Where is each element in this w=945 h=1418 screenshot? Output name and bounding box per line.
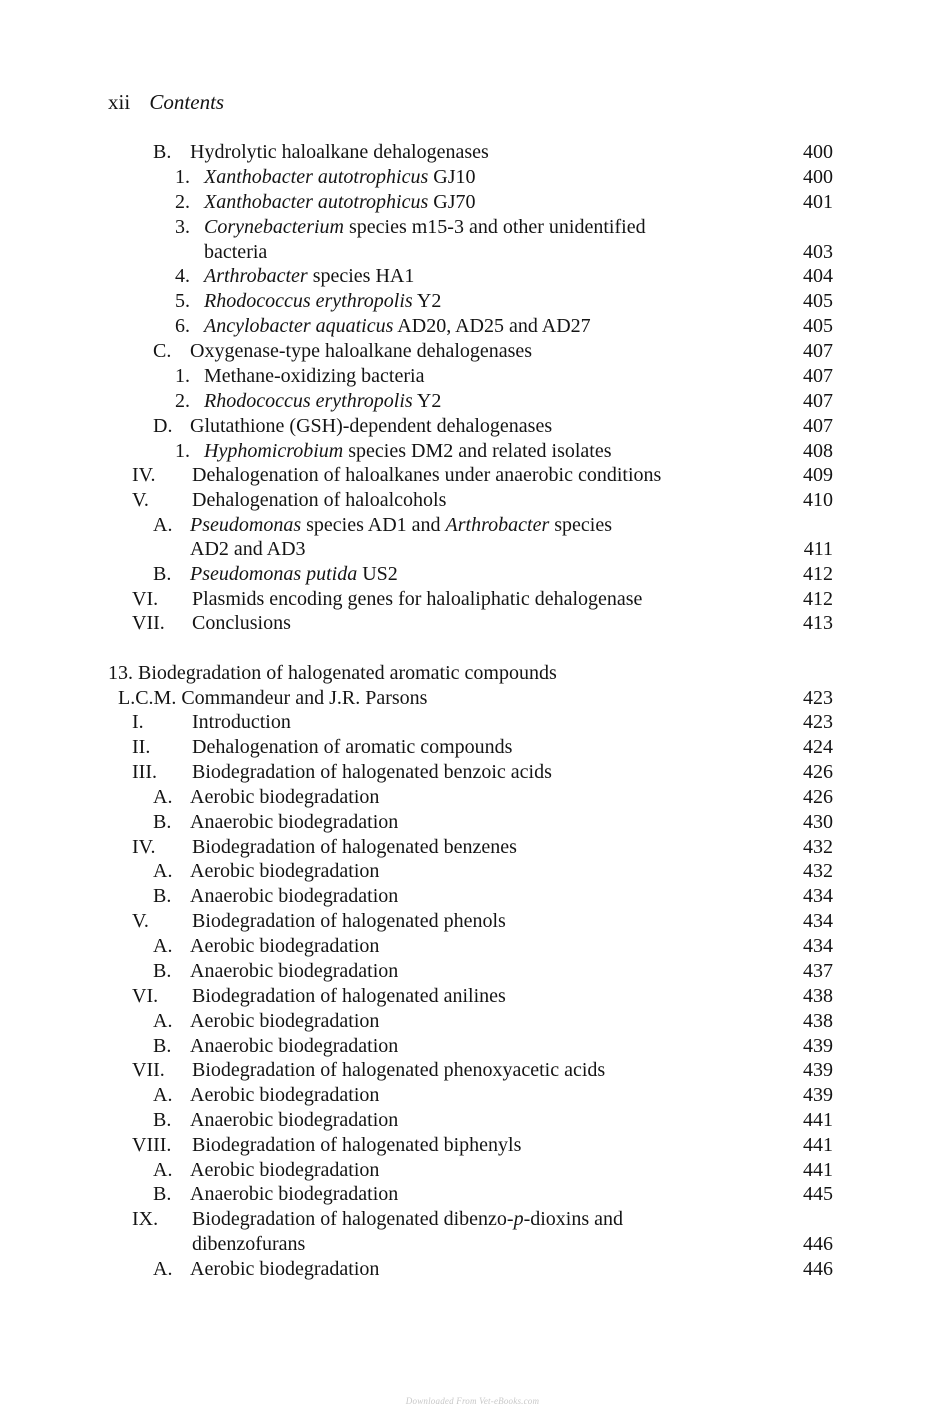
toc-entry <box>0 389 945 414</box>
toc-title-segment: Biodegradation of halogenated phenols <box>192 910 506 932</box>
toc-entry-number: IV. <box>132 464 156 486</box>
toc-title-segment: Biodegradation of halogenated anilines <box>192 985 506 1007</box>
toc-entry-title <box>192 1133 521 1158</box>
toc-entry-number: V. <box>132 489 149 511</box>
toc-entry-page-number: 438 <box>803 985 833 1007</box>
toc-entry-number: A. <box>153 1010 173 1032</box>
toc-title-segment: Dehalogenation of haloalkanes under anaerobic conditions <box>192 464 662 486</box>
toc-entry <box>0 587 945 612</box>
toc-title-segment: Y2 <box>412 290 442 312</box>
toc-title-segment: species m15-3 and other unidentified <box>343 216 646 238</box>
toc-entry-number: 1. <box>175 166 190 188</box>
toc-entry-title <box>190 859 379 884</box>
toc-title-segment: Anaerobic biodegradation <box>190 811 399 833</box>
toc-entry <box>0 1182 945 1207</box>
toc-entry-number: A. <box>153 1258 173 1280</box>
toc-entry <box>0 686 945 711</box>
toc-entry-title <box>190 1108 398 1133</box>
toc-entry-page-number: 404 <box>803 265 833 287</box>
toc-entry-title <box>204 439 612 464</box>
toc-entry-page-number: 434 <box>803 910 833 932</box>
toc-title-segment: Biodegradation of halogenated dibenzo- <box>192 1208 514 1230</box>
toc-title-segment: 13. Biodegradation of halogenated aromatic compounds <box>108 662 557 684</box>
toc-entry-number: B. <box>153 1183 172 1205</box>
toc-entry <box>0 785 945 810</box>
toc-title-segment: -dioxins and <box>523 1208 623 1230</box>
toc-entry-page-number: 409 <box>803 464 833 486</box>
toc-entry <box>0 1083 945 1108</box>
toc-title-segment: Aerobic biodegradation <box>190 1010 380 1032</box>
toc-entry-title <box>204 165 475 190</box>
toc-entry-title <box>118 686 427 711</box>
toc-entry-page-number: 432 <box>803 860 833 882</box>
toc-title-segment: Aerobic biodegradation <box>190 1084 380 1106</box>
toc-title-segment: species <box>549 514 612 536</box>
toc-title-segment: Anaerobic biodegradation <box>190 1109 399 1131</box>
toc-entry <box>0 1133 945 1158</box>
toc-entry-number: C. <box>153 340 172 362</box>
toc-entry <box>0 439 945 464</box>
toc-entry-number: 2. <box>175 390 190 412</box>
toc-title-segment: Arthrobacter <box>204 265 308 287</box>
toc-entry-page-number: 400 <box>803 166 833 188</box>
toc-entry-number: B. <box>153 811 172 833</box>
toc-title-segment: Corynebacterium <box>204 216 344 238</box>
toc-entry <box>0 959 945 984</box>
toc-entry <box>0 488 945 513</box>
toc-entry-title <box>192 1207 623 1232</box>
toc-entry-number: III. <box>132 761 157 783</box>
toc-entry-number: A. <box>153 935 173 957</box>
toc-entry-page-number: 437 <box>803 960 833 982</box>
toc-title-segment: Plasmids encoding genes for haloaliphatic dehalogenase <box>192 588 643 610</box>
toc-entry-number: A. <box>153 860 173 882</box>
toc-entry <box>0 1009 945 1034</box>
toc-title-segment: Anaerobic biodegradation <box>190 960 399 982</box>
toc-title-segment: GJ70 <box>428 191 476 213</box>
toc-entry <box>0 215 945 240</box>
toc-entry-title <box>190 884 398 909</box>
toc-entry <box>0 289 945 314</box>
toc-entry-title <box>190 934 379 959</box>
toc-entry-title <box>190 562 398 587</box>
toc-entry-number: 1. <box>175 440 190 462</box>
toc-entry-number: 3. <box>175 216 190 238</box>
toc-entry-title <box>204 215 646 240</box>
toc-entry <box>0 984 945 1009</box>
toc-entry-page-number: 441 <box>803 1109 833 1131</box>
toc-entry-title <box>190 339 532 364</box>
toc-entry-number: 5. <box>175 290 190 312</box>
toc-entry-page-number: 441 <box>803 1159 833 1181</box>
toc-entry-page-number: 426 <box>803 786 833 808</box>
toc-entry-title <box>204 389 441 414</box>
toc-title-segment: AD20, AD25 and AD27 <box>393 315 591 337</box>
toc-entry-number: A. <box>153 1159 173 1181</box>
toc-entry-number: B. <box>153 1109 172 1131</box>
toc-title-segment: Aerobic biodegradation <box>190 786 380 808</box>
toc-entry-page-number: 434 <box>803 885 833 907</box>
toc-entry-page-number: 430 <box>803 811 833 833</box>
toc-entry <box>0 165 945 190</box>
toc-entry <box>0 1232 945 1257</box>
toc-entry-number: A. <box>153 514 173 536</box>
toc-title-segment: p <box>513 1208 524 1230</box>
toc-entry <box>0 835 945 860</box>
toc-entry-title <box>190 810 398 835</box>
toc-title-segment: Anaerobic biodegradation <box>190 885 399 907</box>
toc-title-segment: bacteria <box>204 241 268 263</box>
toc-entry-page-number: 412 <box>803 588 833 610</box>
toc-entry-title <box>190 140 489 165</box>
toc-entry <box>0 140 945 165</box>
toc-entry-number: VIII. <box>132 1134 172 1156</box>
toc-entry-title <box>204 264 414 289</box>
toc-entry-page-number: 400 <box>803 141 833 163</box>
toc-entry-page-number: 405 <box>803 290 833 312</box>
toc-entry-number: 1. <box>175 365 190 387</box>
toc-entry <box>0 884 945 909</box>
toc-entry-title <box>204 314 591 339</box>
toc-entry-number: 2. <box>175 191 190 213</box>
toc-entry-page-number: 426 <box>803 761 833 783</box>
toc-entry <box>0 1108 945 1133</box>
toc-title-segment: Aerobic biodegradation <box>190 1159 380 1181</box>
toc-entry <box>0 909 945 934</box>
toc-entry-number: IV. <box>132 836 156 858</box>
toc-entry <box>0 710 945 735</box>
toc-title-segment: GJ10 <box>428 166 476 188</box>
toc-title-segment: Biodegradation of halogenated benzenes <box>192 836 517 858</box>
toc-entry-page-number: 439 <box>803 1035 833 1057</box>
toc-entry <box>0 735 945 760</box>
toc-entry <box>0 562 945 587</box>
toc-entry-number: B. <box>153 1035 172 1057</box>
toc-entry-title <box>192 984 506 1009</box>
toc-title-segment: Introduction <box>192 711 291 733</box>
toc-entry-title <box>192 1058 605 1083</box>
toc-title-segment: Ancylobacter aquaticus <box>204 315 394 337</box>
toc-title-segment: Biodegradation of halogenated biphenyls <box>192 1134 522 1156</box>
toc-title-segment: Pseudomonas putida <box>190 563 358 585</box>
toc-title-segment: US2 <box>357 563 398 585</box>
toc-entry-title <box>192 488 446 513</box>
toc-entry-page-number: 403 <box>803 241 833 263</box>
header-title: Contents <box>149 90 225 114</box>
toc-entry-title <box>190 785 379 810</box>
toc-entry-page-number: 413 <box>803 612 833 634</box>
toc-entry-title <box>204 190 475 215</box>
toc-title-segment: Conclusions <box>192 612 291 634</box>
toc-title-segment: Biodegradation of halogenated phenoxyacetic acids <box>192 1059 606 1081</box>
toc-entry-title <box>192 463 661 488</box>
toc-entry <box>0 810 945 835</box>
toc-entry-title <box>190 959 398 984</box>
toc-entry-page-number: 439 <box>803 1059 833 1081</box>
toc-entry <box>0 414 945 439</box>
toc-entry-page-number: 446 <box>803 1258 833 1280</box>
toc-entry <box>0 314 945 339</box>
toc-entry-page-number: 410 <box>803 489 833 511</box>
toc-entry-page-number: 405 <box>803 315 833 337</box>
toc-entry-title <box>192 710 291 735</box>
toc-entry-page-number: 412 <box>803 563 833 585</box>
toc-entry-page-number: 407 <box>803 415 833 437</box>
toc-entry-title <box>192 909 506 934</box>
toc-title-segment: Glutathione (GSH)-dependent dehalogenases <box>190 415 553 437</box>
toc-entry <box>0 611 945 636</box>
toc-entry-number: II. <box>132 736 151 758</box>
toc-entry <box>0 1058 945 1083</box>
toc-entry-title <box>204 240 267 265</box>
toc-entry <box>0 661 945 686</box>
toc-entry-number: I. <box>132 711 144 733</box>
toc-entry <box>0 1207 945 1232</box>
toc-entry-number: A. <box>153 786 173 808</box>
toc-entry-number: 4. <box>175 265 190 287</box>
toc-entry <box>0 463 945 488</box>
toc-entry <box>0 364 945 389</box>
toc-entry <box>0 537 945 562</box>
toc-entry-page-number: 445 <box>803 1183 833 1205</box>
toc-entry-title <box>190 1083 379 1108</box>
toc-entry <box>0 934 945 959</box>
toc-title-segment: Dehalogenation of aromatic compounds <box>192 736 513 758</box>
toc-title-segment: species AD1 and <box>301 514 446 536</box>
footer-watermark: Downloaded From Vet-eBooks.com <box>405 1396 540 1406</box>
toc-entry-title <box>108 661 557 686</box>
toc-title-segment: Rhodococcus erythropolis <box>204 390 413 412</box>
toc-entry-number: VII. <box>132 1059 165 1081</box>
toc-entry-title <box>192 587 642 612</box>
toc-entry-number: IX. <box>132 1208 159 1230</box>
toc-entry-title <box>190 513 612 538</box>
toc-entry-number: VI. <box>132 588 159 610</box>
toc-entry-title <box>190 537 306 562</box>
toc-title-segment: Y2 <box>412 390 442 412</box>
toc-title-segment: Xanthobacter autotrophicus <box>204 191 429 213</box>
toc-entry <box>0 1034 945 1059</box>
toc-entry-page-number: 407 <box>803 340 833 362</box>
toc-entry-title <box>190 1034 398 1059</box>
toc-entry-page-number: 438 <box>803 1010 833 1032</box>
toc-entry-number: B. <box>153 563 172 585</box>
toc-title-segment: Pseudomonas <box>190 514 302 536</box>
toc-entry-number: 6. <box>175 315 190 337</box>
toc-entry-page-number: 434 <box>803 935 833 957</box>
header-page-number: xii <box>108 90 131 114</box>
toc-entry-page-number: 401 <box>803 191 833 213</box>
toc-title-segment: Aerobic biodegradation <box>190 1258 380 1280</box>
toc-entry-title <box>192 835 517 860</box>
toc-title-segment: Methane-oxidizing bacteria <box>204 365 425 387</box>
toc-entry <box>0 1257 945 1282</box>
toc-title-segment: AD2 and AD3 <box>190 538 306 560</box>
toc-entry-page-number: 423 <box>803 687 833 709</box>
toc-entry-title <box>204 364 424 389</box>
toc-entry-title <box>204 289 441 314</box>
toc-title-segment: Hyphomicrobium <box>204 440 344 462</box>
toc-entry-page-number: 407 <box>803 390 833 412</box>
toc-entry-number: VII. <box>132 612 165 634</box>
toc-entry-title <box>190 1158 379 1183</box>
toc-title-segment: Aerobic biodegradation <box>190 860 380 882</box>
toc-title-segment: Arthrobacter <box>445 514 550 536</box>
toc-title-segment: dibenzofurans <box>192 1233 306 1255</box>
toc-title-segment: Dehalogenation of haloalcohols <box>192 489 447 511</box>
toc-title-segment: Xanthobacter autotrophicus <box>204 166 429 188</box>
toc-title-segment: species HA1 <box>307 265 415 287</box>
toc-title-segment: Biodegradation of halogenated benzoic acids <box>192 761 552 783</box>
toc-entry-page-number: 432 <box>803 836 833 858</box>
toc-entry <box>0 190 945 215</box>
toc-entry-page-number: 408 <box>803 440 833 462</box>
toc-entry-number: V. <box>132 910 149 932</box>
toc-entry-page-number: 407 <box>803 365 833 387</box>
toc-entry-number: A. <box>153 1084 173 1106</box>
toc-entry-page-number: 439 <box>803 1084 833 1106</box>
toc-title-segment: Anaerobic biodegradation <box>190 1183 399 1205</box>
toc-entry-title <box>192 611 291 636</box>
toc-entry <box>0 240 945 265</box>
toc-entry <box>0 859 945 884</box>
toc-entry-page-number: 441 <box>803 1134 833 1156</box>
toc-entry-page-number: 424 <box>803 736 833 758</box>
toc-entry-number: VI. <box>132 985 159 1007</box>
toc-entry-number: B. <box>153 885 172 907</box>
toc-entry <box>0 264 945 289</box>
toc-entry-title <box>190 1009 379 1034</box>
toc-title-segment: Hydrolytic haloalkane dehalogenases <box>190 141 489 163</box>
toc-entry-page-number: 423 <box>803 711 833 733</box>
toc-title-segment: Rhodococcus erythropolis <box>204 290 413 312</box>
toc-entry-title <box>190 1182 398 1207</box>
toc-title-segment: Anaerobic biodegradation <box>190 1035 399 1057</box>
toc-entry-number: D. <box>153 415 173 437</box>
toc-entry-page-number: 446 <box>803 1233 833 1255</box>
toc-entry-title <box>190 1257 379 1282</box>
toc-entry <box>0 513 945 538</box>
toc-title-segment: species DM2 and related isolates <box>343 440 612 462</box>
toc-entry-page-number: 411 <box>803 538 833 560</box>
toc-entry <box>0 339 945 364</box>
toc-entry-title <box>192 1232 305 1257</box>
toc-entry-number: B. <box>153 960 172 982</box>
toc-entry-number: B. <box>153 141 172 163</box>
toc-entry-title <box>192 760 552 785</box>
toc-title-segment: Aerobic biodegradation <box>190 935 380 957</box>
toc-entry <box>0 760 945 785</box>
toc-entry-title <box>192 735 512 760</box>
toc-title-segment: L.C.M. Commandeur and J.R. Parsons <box>118 687 428 709</box>
toc-entry <box>0 1158 945 1183</box>
toc-entry-title <box>190 414 552 439</box>
toc-title-segment: Oxygenase-type haloalkane dehalogenases <box>190 340 533 362</box>
